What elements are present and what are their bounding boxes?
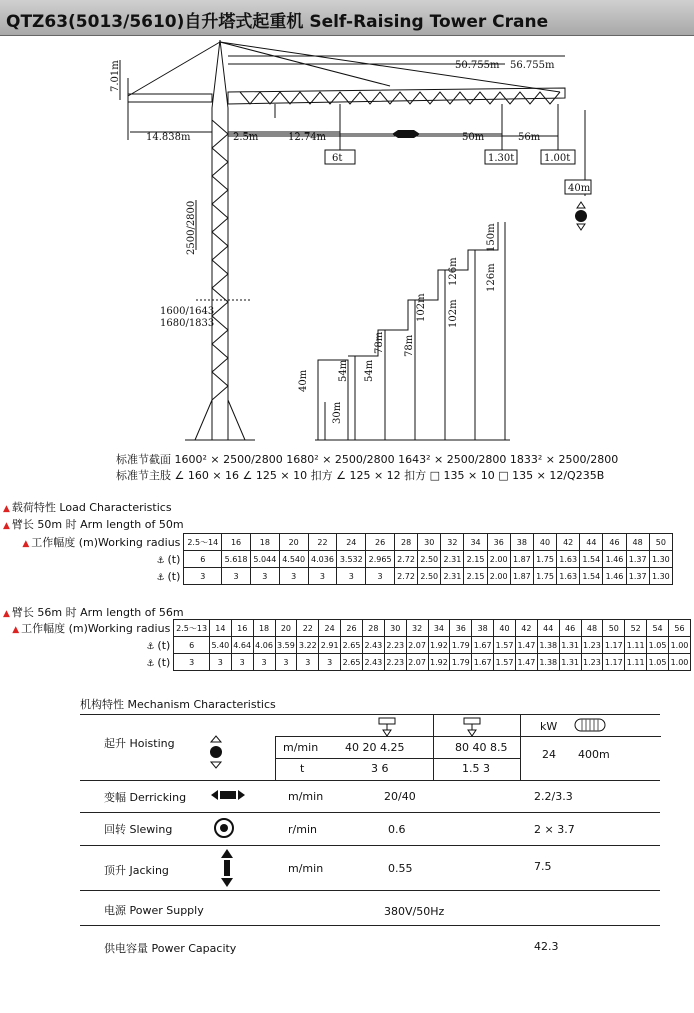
derricking-speed: 20/40 [384, 790, 416, 803]
capacity-cell: 3 [231, 654, 253, 671]
capacity-row-label [3, 551, 184, 568]
capacity-cell: 3 [279, 568, 308, 585]
capacity-row-label [3, 637, 174, 654]
radius-cell: 30 [384, 620, 406, 637]
hoist-load-unit: t [300, 762, 305, 775]
capacity-cell: 1.75 [533, 568, 556, 585]
capacity-cell: 1.46 [603, 568, 626, 585]
capacity-cell: 1.92 [428, 637, 450, 654]
capacity-cell: 3.532 [337, 551, 366, 568]
capacity-cell: 1.46 [603, 551, 626, 568]
radius-cell: 36 [487, 534, 510, 551]
capacity-cell: 1.79 [450, 637, 472, 654]
load-characteristics-heading: ▲ 载荷特性 Load Characteristics [3, 501, 172, 514]
radius-cell: 32 [406, 620, 428, 637]
capacity-cell: 2.65 [341, 637, 363, 654]
capacity-cell: 5.044 [250, 551, 279, 568]
table-row [3, 568, 673, 585]
dim-label: 12.74m [288, 132, 327, 143]
radius-cell: 46 [603, 534, 626, 551]
divider [80, 812, 660, 813]
capacity-cell: 1.79 [450, 654, 472, 671]
capacity-cell: 3 [366, 568, 395, 585]
radius-cell: 48 [581, 620, 603, 637]
capacity-cell: 2.15 [464, 551, 487, 568]
jacking-speed: 0.55 [388, 862, 413, 875]
radius-cell: 18 [253, 620, 275, 637]
hoist-speed-unit: m/min [283, 741, 319, 754]
hoist-icon [207, 735, 225, 769]
capacity-cell: 3.22 [297, 637, 319, 654]
hoist-kw: 24 [542, 748, 556, 761]
radius-label: ▲ 工作幅度 (m)Working radius [12, 622, 171, 635]
unit-label: (t) [157, 655, 171, 669]
capacity-cell: 1.00 [668, 637, 690, 654]
capacity-cell: 2.91 [319, 637, 341, 654]
capacity-cell: 3 [337, 568, 366, 585]
radius-cell: 50 [649, 534, 672, 551]
radius-cell: 44 [537, 620, 559, 637]
crane-diagram [0, 36, 694, 446]
mast-dim-label: 1600/1643 [160, 306, 215, 317]
table-row [3, 654, 691, 671]
capacity-cell: 3 [209, 654, 231, 671]
capacity-cell: 1.11 [625, 637, 647, 654]
capacity-cell: 6 [184, 551, 222, 568]
radius-label-text: 工作幅度 (m)Working radius [31, 536, 181, 549]
radius-cell: 28 [362, 620, 384, 637]
arm50-heading: ▲ 臂长 50m 时 Arm length of 50m [3, 518, 184, 531]
capacity-cell: 1.38 [537, 654, 559, 671]
height-label: 30m [332, 401, 343, 424]
capacity-cell: 3 [222, 568, 251, 585]
counter-jib-label: 14.838m [146, 132, 191, 143]
dim-label: 56m [518, 132, 541, 143]
radius-cell: 26 [341, 620, 363, 637]
capacity-cell: 1.54 [580, 551, 603, 568]
capacity-cell: 1.47 [515, 654, 537, 671]
load-label: 1.00t [544, 153, 571, 164]
hoist-load-1: 3 6 [371, 762, 389, 775]
capacity-cell: 1.38 [537, 637, 559, 654]
radius-cell: 16 [222, 534, 251, 551]
capacity-cell: 1.23 [581, 637, 603, 654]
radius-cell: 24 [319, 620, 341, 637]
derrick-arrow-icon [210, 789, 246, 801]
capacity-cell: 1.05 [647, 654, 669, 671]
radius-cell: 2.5～13 [174, 620, 210, 637]
title-bar [0, 0, 694, 36]
unit-label: (t) [167, 552, 181, 566]
radius-cell: 50 [603, 620, 625, 637]
height-label: 102m [448, 299, 459, 328]
capacity-cell: 2.31 [441, 551, 464, 568]
capacity-cell: 2.00 [487, 568, 510, 585]
derrick-arrow-icon [392, 130, 420, 138]
capacity-cell: 2.50 [418, 568, 441, 585]
capacity-cell: 1.57 [494, 654, 516, 671]
slewing-speed: 0.6 [388, 823, 406, 836]
divider [520, 714, 521, 780]
capacity-cell: 1.57 [494, 637, 516, 654]
capacity-cell: 1.47 [515, 637, 537, 654]
radius-cell: 22 [297, 620, 319, 637]
height-label: 126m [448, 257, 459, 286]
height-label: 40m [298, 369, 309, 392]
radius-cell: 20 [279, 534, 308, 551]
capacity-cell: 2.23 [384, 654, 406, 671]
capacity-cell: 1.37 [626, 568, 649, 585]
capacity-cell: 4.06 [253, 637, 275, 654]
capacity-cell: 2.31 [441, 568, 464, 585]
dim-label: 40m [568, 183, 591, 194]
radius-cell: 32 [441, 534, 464, 551]
radius-cell: 16 [231, 620, 253, 637]
divider [433, 714, 434, 780]
radius-label: ▲ 工作幅度 (m)Working radius [22, 536, 181, 549]
height-label: 54m [364, 359, 375, 382]
capacity-cell: 1.30 [649, 551, 672, 568]
jacking-label: 顶升 Jacking [104, 864, 169, 877]
capacity-cell: 3.59 [275, 637, 297, 654]
capacity-cell: 2.07 [406, 654, 428, 671]
section-chords: 标准节主肢 ∠ 160 × 16 ∠ 125 × 10 扣方 ∠ 125 × 12 扣方 □ 135 × 10 □ 135 × 12/Q235B [116, 469, 605, 482]
radius-cell: 2.5～14 [184, 534, 222, 551]
dim-label: 50.755m [455, 60, 500, 71]
height-label: 54m [338, 359, 349, 382]
capacity-cell: 4.64 [231, 637, 253, 654]
table-row [3, 551, 673, 568]
dim-label: 2.5m [233, 132, 259, 143]
radius-cell: 18 [250, 534, 279, 551]
capacity-cell: 6 [174, 637, 210, 654]
radius-label-text: 工作幅度 (m)Working radius [21, 622, 171, 635]
radius-cell: 20 [275, 620, 297, 637]
radius-cell: 28 [395, 534, 418, 551]
arm56-heading: ▲ 臂长 56m 时 Arm length of 56m [3, 606, 184, 619]
height-label: 78m [404, 334, 415, 357]
radius-cell: 44 [580, 534, 603, 551]
divider [80, 780, 660, 781]
capacity-cell: 1.30 [649, 568, 672, 585]
divider [80, 925, 660, 926]
capacity-cell: 1.63 [557, 568, 580, 585]
derricking-label: 变幅 Derricking [104, 791, 187, 804]
height-label: 78m [374, 331, 385, 354]
power-capacity-label: 供电容量 Power Capacity [104, 942, 237, 955]
section-sizes: 标准节截面 1600² × 2500/2800 1680² × 2500/2800 1643² × 2500/2800 1833² × 2500/2800 [116, 453, 619, 466]
height-label: 102m [416, 293, 427, 322]
dim-label: 56.755m [510, 60, 555, 71]
capacity-cell: 1.11 [625, 654, 647, 671]
divider [80, 890, 660, 891]
mechanism-heading: 机构特性 Mechanism Characteristics [80, 698, 276, 711]
unit-label: (t) [157, 638, 171, 652]
hoisting-label: 起升 Hoisting [104, 737, 175, 750]
hook-icon: ⚓ [146, 658, 158, 669]
capacity-cell: 4.036 [308, 551, 337, 568]
capacity-cell: 2.65 [341, 654, 363, 671]
slewing-kw: 2 × 3.7 [534, 823, 575, 836]
capacity-cell: 3 [275, 654, 297, 671]
mast-dim-label: 2500/2800 [186, 200, 197, 255]
table-row [3, 620, 691, 637]
radius-cell: 38 [510, 534, 533, 551]
capacity-cell: 1.54 [580, 568, 603, 585]
derricking-unit: m/min [288, 790, 324, 803]
capacity-cell: 2.07 [406, 637, 428, 654]
dim-label: 50m [462, 132, 485, 143]
radius-cell: 14 [209, 620, 231, 637]
hoist-speed-2: 80 40 8.5 [455, 741, 508, 754]
capacity-cell: 1.17 [603, 654, 625, 671]
hoist-rope: 400m [578, 748, 610, 761]
load-label: 6t [332, 153, 343, 164]
capacity-cell: 2.23 [384, 637, 406, 654]
jacking-unit: m/min [288, 862, 324, 875]
capacity-cell: 1.00 [668, 654, 690, 671]
slew-icon [213, 817, 235, 839]
divider [275, 758, 520, 759]
radius-cell: 56 [668, 620, 690, 637]
capacity-cell: 2.72 [395, 568, 418, 585]
capacity-cell: 2.965 [366, 551, 395, 568]
capacity-cell: 2.72 [395, 551, 418, 568]
slewing-unit: r/min [288, 823, 317, 836]
capacity-cell: 1.87 [510, 551, 533, 568]
radius-cell: 26 [366, 534, 395, 551]
radius-cell: 36 [450, 620, 472, 637]
capacity-cell: 3 [319, 654, 341, 671]
radius-cell: 34 [464, 534, 487, 551]
mast-dim-label: 1680/1833 [160, 318, 215, 329]
load-table-arm-50 [3, 533, 673, 585]
capacity-cell: 2.15 [464, 568, 487, 585]
radius-cell: 38 [472, 620, 494, 637]
power-supply-value: 380V/50Hz [384, 905, 445, 918]
radius-cell: 40 [494, 620, 516, 637]
capacity-cell: 1.63 [557, 551, 580, 568]
capacity-cell: 1.92 [428, 654, 450, 671]
hook-icon: ⚓ [156, 572, 168, 583]
radius-cell: 46 [559, 620, 581, 637]
kw-label: kW [540, 720, 558, 733]
radius-cell: 24 [337, 534, 366, 551]
capacity-cell: 1.37 [626, 551, 649, 568]
radius-cell: 30 [418, 534, 441, 551]
capacity-cell: 2.43 [362, 637, 384, 654]
hoist-load-2: 1.5 3 [462, 762, 490, 775]
capacity-cell: 3 [174, 654, 210, 671]
height-label: 150m [486, 223, 497, 252]
capacity-cell: 4.540 [279, 551, 308, 568]
slewing-label: 回转 Slewing [104, 823, 173, 836]
table-row [3, 534, 673, 551]
divider [275, 736, 276, 780]
unit-label: (t) [167, 569, 181, 583]
radius-cell: 34 [428, 620, 450, 637]
divider [80, 714, 660, 715]
jacking-kw: 7.5 [534, 860, 552, 873]
power-supply-label: 电源 Power Supply [104, 904, 204, 917]
divider [80, 845, 660, 846]
rope-drum-icon [574, 718, 606, 732]
derricking-kw: 2.2/3.3 [534, 790, 573, 803]
power-capacity-value: 42.3 [534, 940, 559, 953]
capacity-cell: 3 [253, 654, 275, 671]
jib-height-label: 7.01m [110, 60, 121, 92]
capacity-cell: 1.31 [559, 637, 581, 654]
hoist-icon [575, 202, 587, 230]
capacity-cell: 2.43 [362, 654, 384, 671]
jacking-arrow-icon [220, 848, 234, 888]
hook-icon [375, 716, 399, 738]
height-label: 126m [486, 263, 497, 292]
capacity-cell: 2.00 [487, 551, 510, 568]
radius-cell: 48 [626, 534, 649, 551]
radius-cell: 52 [625, 620, 647, 637]
capacity-cell: 1.23 [581, 654, 603, 671]
load-table-arm-56 [3, 619, 691, 671]
capacity-cell: 2.50 [418, 551, 441, 568]
capacity-cell: 1.05 [647, 637, 669, 654]
hook-icon: ⚓ [146, 641, 158, 652]
hoist-speed-1: 40 20 4.25 [345, 741, 405, 754]
capacity-cell: 3 [308, 568, 337, 585]
capacity-cell: 3 [297, 654, 319, 671]
page-title: QTZ63(5013/5610)自升塔式起重机 Self-Raising Tower Crane [6, 12, 549, 32]
capacity-cell: 1.67 [472, 654, 494, 671]
table-row [3, 637, 691, 654]
radius-cell: 42 [515, 620, 537, 637]
capacity-cell: 1.67 [472, 637, 494, 654]
radius-cell: 42 [557, 534, 580, 551]
capacity-cell: 1.87 [510, 568, 533, 585]
hook-icon [460, 716, 484, 738]
capacity-cell: 1.31 [559, 654, 581, 671]
radius-cell: 40 [533, 534, 556, 551]
load-label: 1.30t [488, 153, 515, 164]
radius-cell: 22 [308, 534, 337, 551]
capacity-cell: 1.17 [603, 637, 625, 654]
capacity-cell: 5.40 [209, 637, 231, 654]
capacity-cell: 3 [184, 568, 222, 585]
hook-icon: ⚓ [156, 555, 168, 566]
capacity-cell: 3 [250, 568, 279, 585]
capacity-cell: 5.618 [222, 551, 251, 568]
capacity-cell: 1.75 [533, 551, 556, 568]
radius-cell: 54 [647, 620, 669, 637]
capacity-row-label [3, 654, 174, 671]
capacity-row-label [3, 568, 184, 585]
